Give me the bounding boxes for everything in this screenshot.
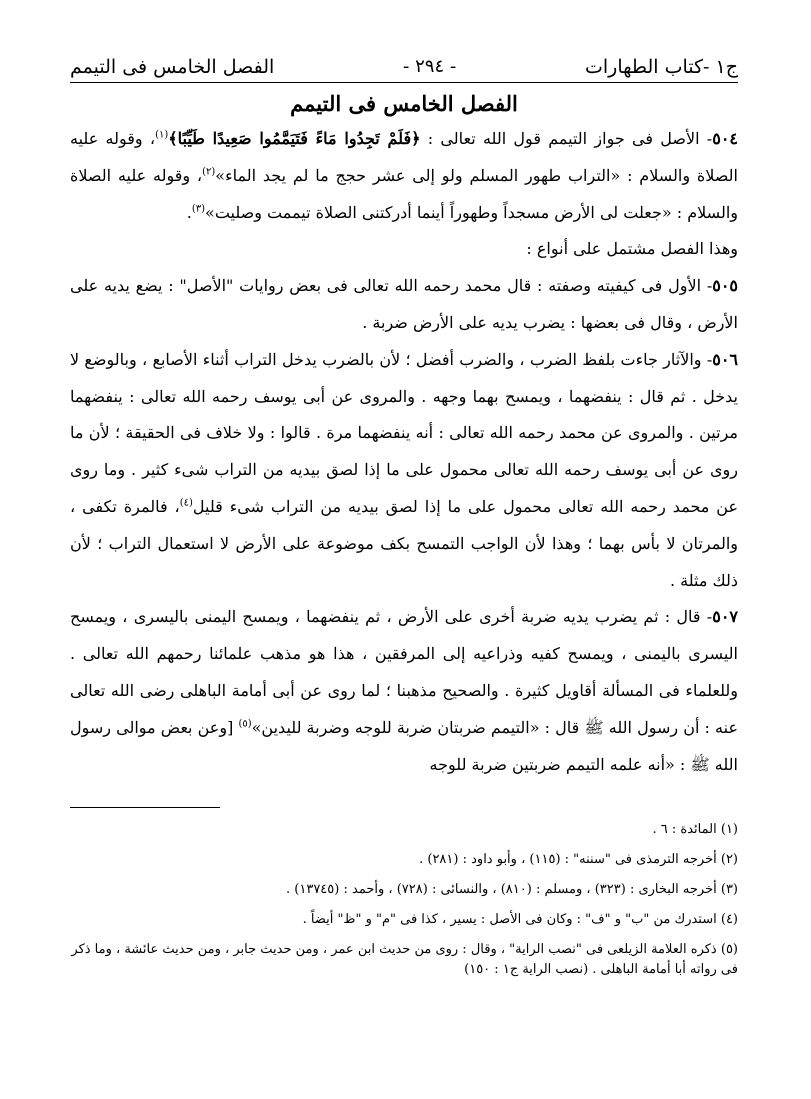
footnote-ref-5[interactable]: (٥) [238, 718, 252, 730]
paragraph-text: ، وقوله عليه الصلاة والسلام : «التراب طهور المسلم ولو إلى عشر حجج ما لم يجد الماء» [70, 129, 738, 185]
paragraph-number: ٥٠٤ [712, 129, 738, 148]
running-header [70, 52, 738, 83]
paragraph-505 [70, 268, 738, 342]
paragraph-number: ٥٠٥ [712, 276, 738, 296]
footnote-4: (٤) استدرك من "ب" و "ف" : وكان فى الأصل : يسير ، كذا فى "م" و "ظ" أيضاً . [302, 912, 738, 928]
paragraph-504 [70, 121, 738, 231]
paragraph-number: ٥٠٧ [712, 607, 738, 627]
page-number: - ٢٩٤ - [402, 56, 457, 77]
footnote-1: (١) المائدة : ٦ . [652, 822, 738, 838]
footnotes [70, 820, 738, 980]
paragraph-text: ، فالمرة تكفى ، والمرتان لا بأس بهما ؛ وهذا لأن الواجب التمسح بكف موضوعة على الأرض لا استعمال التراب ؛ لأن ذلك مثلة . [70, 496, 738, 590]
footnote-separator [70, 807, 220, 808]
chapter-title: الفصل الخامس فى التيمم [290, 91, 518, 116]
paragraph-text: - والآثار جاءت بلفظ الضرب ، والضرب أفضل ؛ لأن بالضرب يدخل التراب أثناء الأصابع ، وبالوضع لا يدخل . ثم قال : ينفضهما ، ويمسح بهما وجهه . والمروى عن أبى يوسف رحمه الله تعالى : ينفضهما مرتين . والمروى عن محمد رحمه الله تعالى : أنه ينفضهما مرة . قالوا : ولا خلاف فى الحقيقة ؛ لأن ما روى عن أبى يوسف رحمه الله تعالى محمول على ما إذا لصق بيديه من التراب شىء كثير . وما روى عن محمد رحمه الله تعالى محمول على ما إذا لصق بيديه من التراب شىء قليل [70, 349, 739, 516]
footnote-2: (٢) أخرجه الترمذى فى "سننه" : (١١٥) ، وأبو داود : (٢٨١) . [419, 852, 738, 868]
footnote-3: (٣) أخرجه البخارى : (٣٢٣) ، ومسلم : (٨١٠) ، والنسائى : (٧٢٨) ، وأحمد : (١٣٧٤٥) . [286, 882, 738, 898]
paragraph-text: ، وقوله عليه الصلاة والسلام : «جعلت لى الأرض مسجداً وطهوراً أينما أدركتنى الصلاة تيممت وصليت» [70, 165, 738, 222]
footnote-ref-1[interactable]: (١) [155, 129, 169, 141]
body-text [70, 121, 738, 783]
quran-verse: ﴿فَلَمْ تَجِدُوا مَاءً فَتَيَمَّمُوا صَعِيدًا طَيِّبًا﴾ [168, 129, 421, 148]
footnote-ref-2[interactable]: (٢) [202, 166, 216, 178]
intro-line: وهذا الفصل مشتمل على أنواع : [526, 239, 738, 259]
paragraph-text: . [186, 202, 192, 222]
footnote-ref-4[interactable]: (٤) [179, 497, 193, 509]
paragraph-text: - الأول فى كيفيته وصفته : قال محمد رحمه الله تعالى فى بعض روايات "الأصل" : يضع يديه على الأرض ، وقال فى بعضها : يضرب يديه على الأرض ضربة . [70, 276, 738, 332]
footnote-ref-3[interactable]: (٣) [191, 203, 206, 215]
paragraph-text: [وعن بعض موالى رسول الله ﷺ : «أنه علمه التيمم ضربتين ضربة للوجه [70, 717, 738, 774]
paragraph-507 [70, 599, 738, 783]
paragraph-text: - الأصل فى جواز التيمم قول الله تعالى : [420, 129, 713, 148]
paragraph-text: - قال : ثم يضرب يديه ضربة أخرى على الأرض ، ثم ينفضهما ، ويمسح اليمنى باليسرى ، ويمسح اليسرى باليمنى ، ويمسح كفيه وذراعيه إلى المرفقين ، هذا هو مذهب علمائنا رحمهم الله تعالى . وللعلماء فى المسألة أقاويل كثيرة . والصحيح مذهبنا ؛ لما روى عن أبى أمامة الباهلى رضى الله تعالى عنه : أن رسول الله ﷺ قال : «التيمم ضربتان ضربة للوجه وضربة لليدين» [70, 607, 739, 737]
footnote-5: (٥) ذكره العلامة الزيلعى فى "نصب الراية" ، وقال : روى من حديث ابن عمر ، ومن حديث جابر ، ومن حديث عائشة ، وما ذكر فى رواته أبا أمامة الباهلى . (نصب الراية ج١ : ١٥٠) [71, 942, 738, 978]
paragraph-506 [70, 342, 738, 600]
header-book-title: ج١ -كتاب الطهارات [585, 56, 738, 78]
header-chapter-title: الفصل الخامس فى التيمم [70, 56, 275, 78]
paragraph-number: ٥٠٦ [712, 349, 738, 369]
book-page [70, 52, 738, 980]
